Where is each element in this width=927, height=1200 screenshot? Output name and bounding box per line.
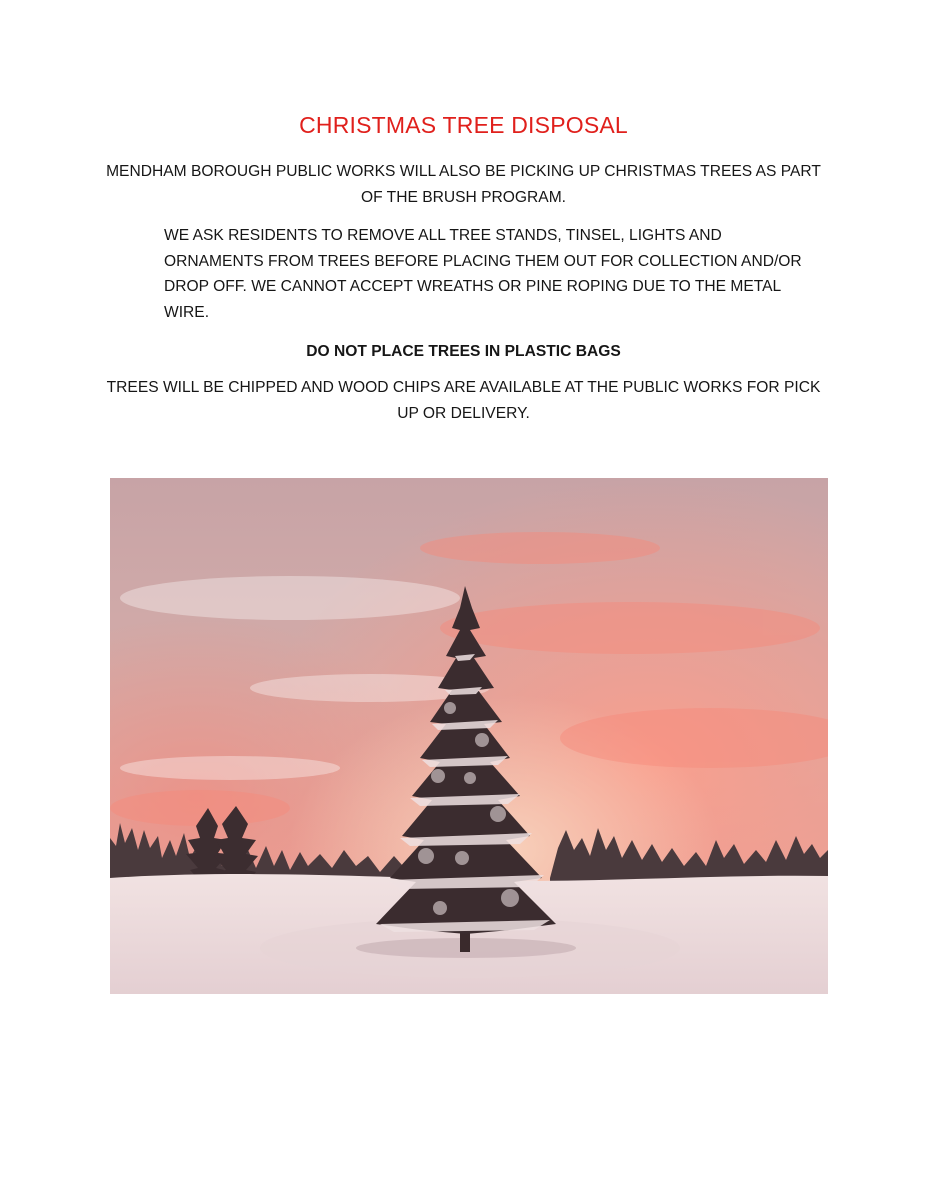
- intro-paragraph: MENDHAM BOROUGH PUBLIC WORKS WILL ALSO BE PICKING UP CHRISTMAS TREES AS PART OF THE BRUSH PROGRAM.: [106, 163, 821, 206]
- christmas-tree-photo: [110, 478, 828, 994]
- wood-chips-paragraph: TREES WILL BE CHIPPED AND WOOD CHIPS ARE AVAILABLE AT THE PUBLIC WORKS FOR PICK UP OR DELIVERY.: [106, 379, 821, 422]
- page-title: CHRISTMAS TREE DISPOSAL: [299, 112, 628, 138]
- instructions-paragraph: WE ASK RESIDENTS TO REMOVE ALL TREE STANDS, TINSEL, LIGHTS AND ORNAMENTS FROM TREES BEFORE PLACING THEM OUT FOR COLLECTION AND/OR DROP OFF. WE CANNOT ACCEPT WREATHS OR PINE ROPING DUE TO THE METAL WIRE.: [164, 227, 802, 321]
- warning-paragraph: DO NOT PLACE TREES IN PLASTIC BAGS: [306, 343, 621, 360]
